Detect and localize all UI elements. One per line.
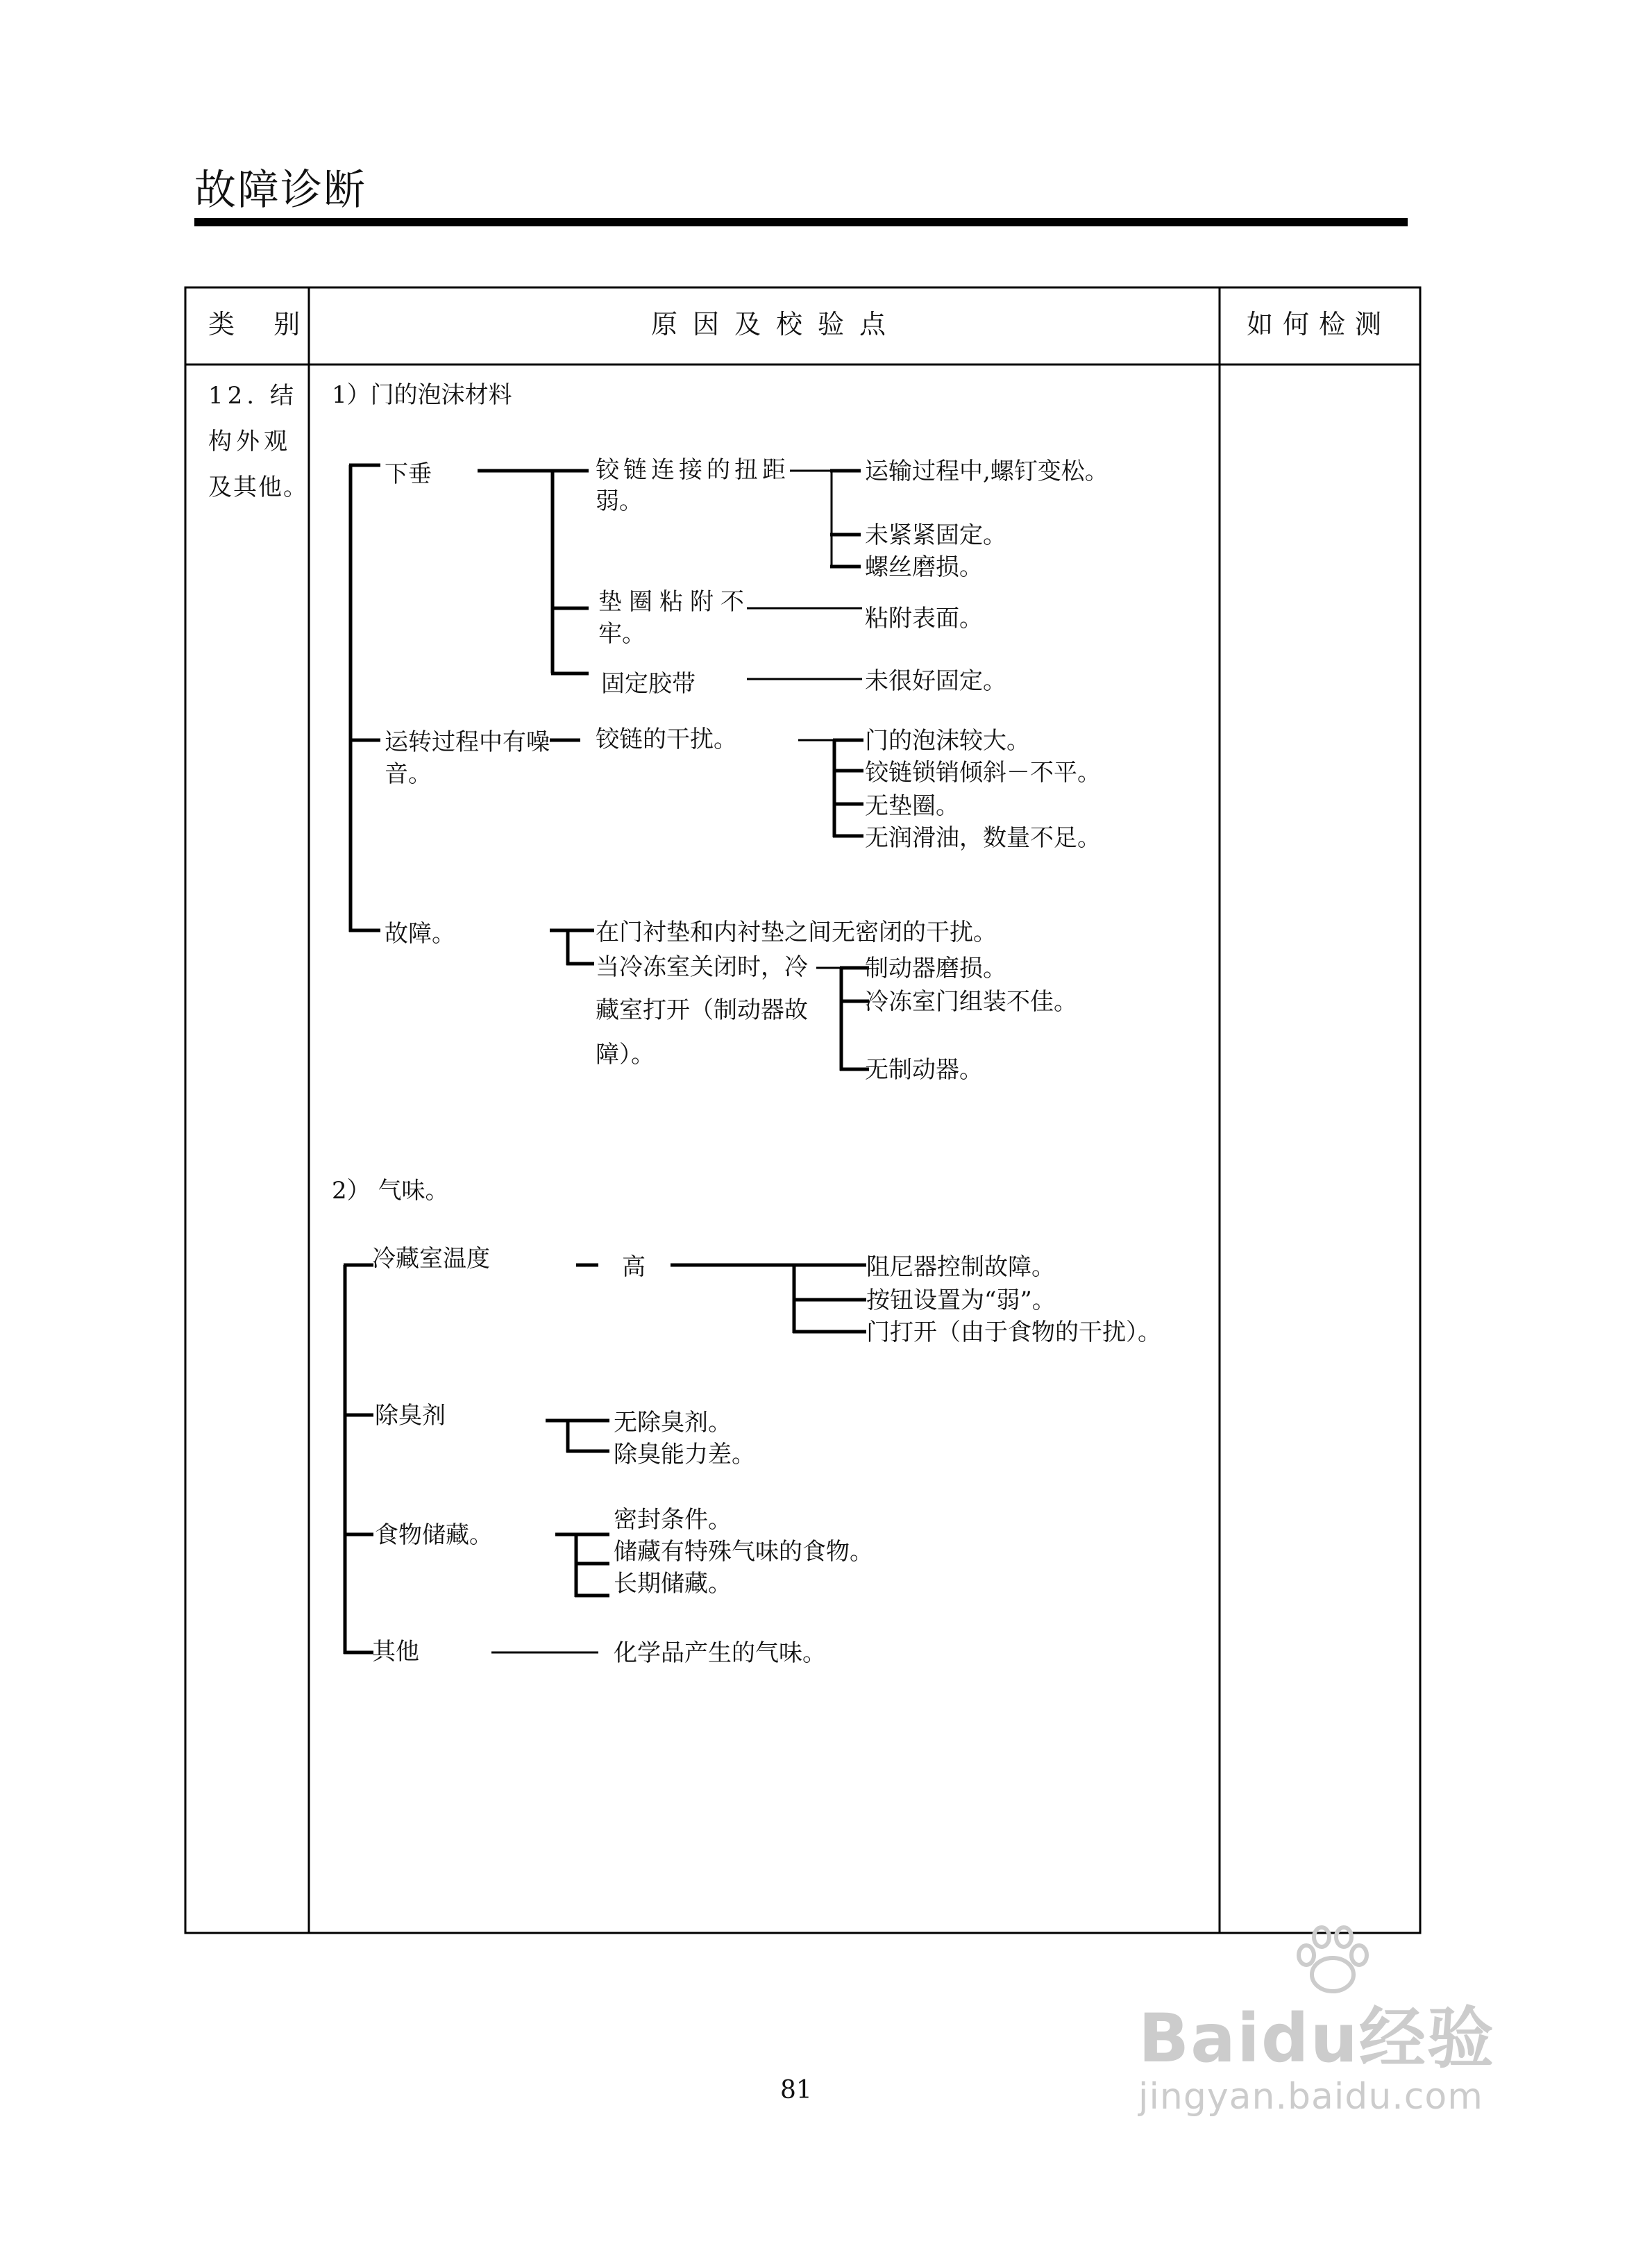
noise-cause: 门的泡沫较大。 xyxy=(865,727,1030,755)
noise-label-line1: 运转过程中有噪 xyxy=(385,728,550,756)
storage-cause: 长期储藏。 xyxy=(614,1570,732,1598)
page-title: 故障诊断 xyxy=(194,166,366,215)
hinge-torque-line2: 弱。 xyxy=(596,487,643,515)
fault-bracket xyxy=(550,930,594,965)
watermark-logo: Baidu经验 xyxy=(1138,2000,1495,2077)
screw-worn: 螺丝磨损。 xyxy=(865,553,983,581)
watermark-url: jingyan.baidu.com xyxy=(1138,2076,1483,2118)
brake-cause: 制动器磨损。 xyxy=(865,955,1006,982)
not-fixed: 未很好固定。 xyxy=(865,667,1006,695)
header-detect: 如何检测 xyxy=(1247,309,1392,340)
category-line2: 构外观 xyxy=(208,428,292,455)
noise-cause: 铰链锁销倾斜－不平。 xyxy=(865,759,1101,787)
tape-label: 固定胶带 xyxy=(601,670,696,698)
category-line1: 12. 结 xyxy=(208,382,298,410)
table-border xyxy=(185,287,1420,1933)
brake-causes-bracket xyxy=(816,968,869,1071)
temp-cause: 按钮设置为“弱”。 xyxy=(866,1287,1056,1314)
freezer-line1: 当冷冻室关闭时，冷 xyxy=(596,953,808,981)
not-fastened: 未紧紧固定。 xyxy=(865,521,1006,549)
category-line3: 及其他。 xyxy=(208,474,308,501)
brake-cause: 无制动器。 xyxy=(865,1056,983,1084)
section2-bracket xyxy=(344,1265,373,1654)
sag-branch xyxy=(478,471,589,673)
noise-cause: 无润滑油，数量不足。 xyxy=(865,824,1101,852)
deodorant-label: 除臭剂 xyxy=(375,1402,446,1430)
adhesion: 粘附表面。 xyxy=(865,605,983,633)
fault-label: 故障。 xyxy=(385,920,455,948)
header-category: 类 别 xyxy=(208,309,316,340)
storage-cause: 储藏有特殊气味的食物。 xyxy=(614,1538,873,1566)
freezer-line3: 障）。 xyxy=(596,1041,655,1069)
storage-bracket xyxy=(555,1534,609,1597)
section1-bracket xyxy=(349,465,380,932)
storage-cause: 密封条件。 xyxy=(614,1506,732,1534)
temp-cause: 阻尼器控制故障。 xyxy=(866,1253,1055,1281)
deodorant-cause: 无除臭剂。 xyxy=(614,1409,732,1437)
page-number: 81 xyxy=(780,2076,812,2104)
temp-cause: 门打开（由于食物的干扰）。 xyxy=(866,1318,1161,1346)
header-causes: 原因及校验点 xyxy=(651,309,902,340)
deodorant-bracket xyxy=(546,1421,609,1452)
temp-label: 冷藏室温度 xyxy=(372,1245,490,1273)
no-seal: 在门衬垫和内衬垫之间无密闭的干扰。 xyxy=(596,919,997,946)
storage-label: 食物储藏。 xyxy=(375,1521,493,1549)
hinge-torque-branch xyxy=(790,471,832,568)
other-label: 其他 xyxy=(372,1638,419,1666)
noise-causes-bracket xyxy=(798,740,863,837)
deodorant-cause: 除臭能力差。 xyxy=(614,1441,755,1468)
freezer-line2: 藏室打开（制动器故 xyxy=(596,996,808,1024)
section1-heading: 1）门的泡沫材料 xyxy=(332,381,512,409)
sag-label: 下垂 xyxy=(385,460,432,488)
gasket-line1: 垫圈粘附不 xyxy=(598,588,751,616)
gasket-line2: 牢。 xyxy=(598,620,646,648)
brake-cause: 冷冻室门组装不佳。 xyxy=(865,988,1077,1016)
hinge-torque-line1: 铰链连接的扭距 xyxy=(596,456,790,484)
hinge-interference: 铰链的干扰。 xyxy=(596,726,737,753)
noise-label-line2: 音。 xyxy=(385,760,432,788)
temp-high: 高 xyxy=(622,1253,646,1281)
noise-cause: 无垫圈。 xyxy=(865,792,959,820)
other-cause: 化学品产生的气味。 xyxy=(614,1639,826,1667)
temp-causes-bracket xyxy=(671,1265,866,1333)
section2-heading: 2） 气味。 xyxy=(332,1177,449,1205)
screw-loose: 运输过程中,螺钉变松。 xyxy=(865,458,1109,485)
